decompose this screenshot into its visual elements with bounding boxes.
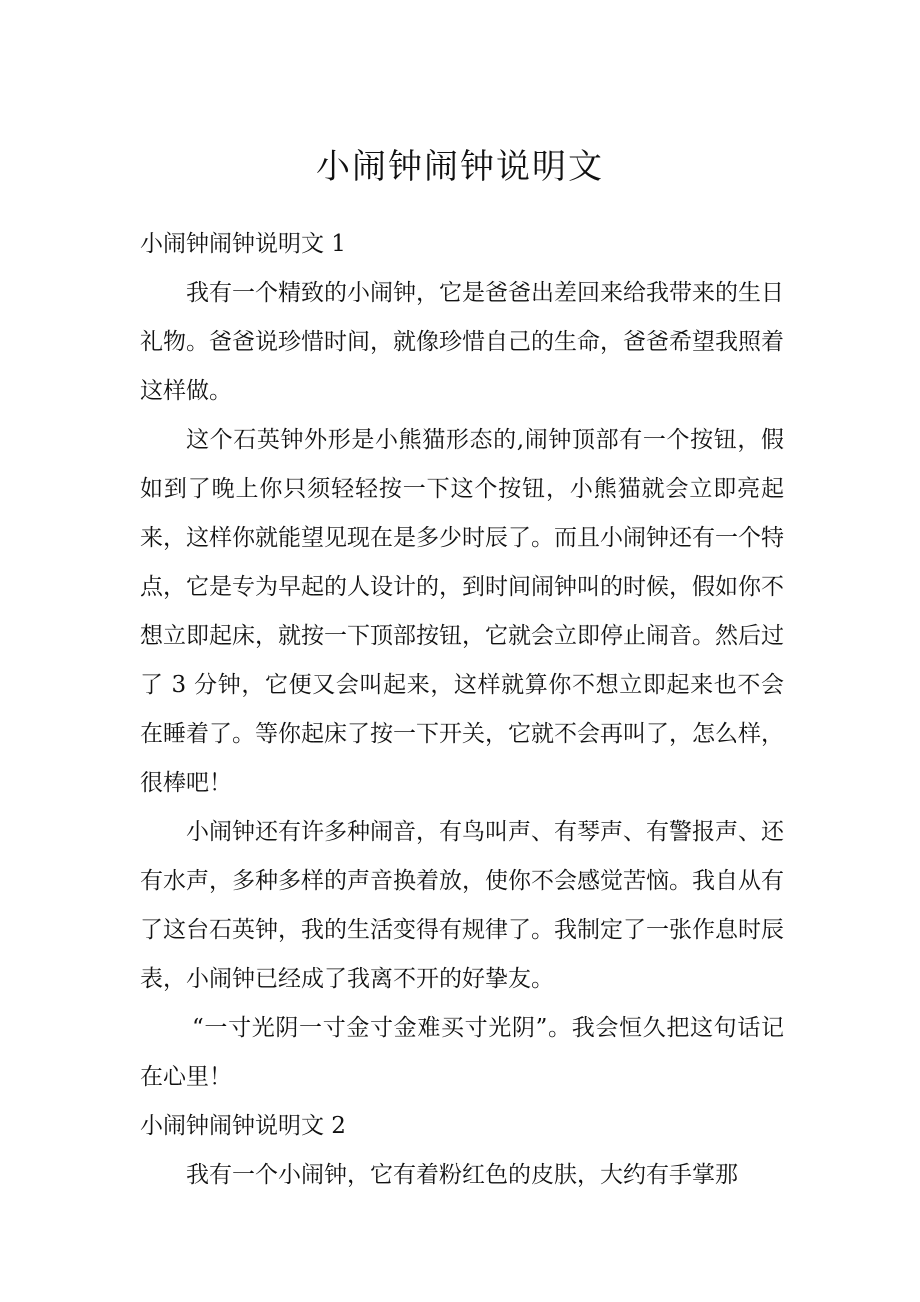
section-heading-1: 小闹钟闹钟说明文 1 — [140, 231, 346, 257]
paragraph: 小闹钟还有许多种闹音，有鸟叫声、有琴声、有警报声、还有水声，多种多样的声音换着放，使你不会感觉苦恼。我自从有了这台石英钟，我的生活变得有规律了。我制定了一张作息时辰表，小闹钟已经成了我离不开的好挚友。 — [140, 819, 784, 992]
paragraph: 我有一个精致的小闹钟，它是爸爸出差回来给我带来的生日礼物。爸爸说珍惜时间，就像珍惜自己的生命，爸爸希望我照着这样做。 — [140, 280, 784, 404]
section-heading-2: 小闹钟闹钟说明文 2 — [140, 1113, 346, 1139]
document-title: 小闹钟闹钟说明文 — [316, 147, 604, 187]
paragraph: 这个石英钟外形是小熊猫形态的,闹钟顶部有一个按钮，假如到了晚上你只须轻轻按一下这个按钮，小熊猫就会立即亮起来，这样你就能望见现在是多少时辰了。而且小闹钟还有一个特点，它是专为早起的人设计的，到时间闹钟叫的时候，假如你不想立即起床，就按一下顶部按钮，它就会立即停止闹音。然后过了 3 分钟，它便又会叫起来，这样就算你不想立即起来也不会在睡着了。等你起床了按一下开关，它就不会再叫了，怎么样，很棒吧！ — [140, 427, 784, 796]
document-body — [140, 220, 784, 1200]
quote-paragraph: “一寸光阴一寸金寸金难买寸光阴”。我会恒久把这句话记在心里！ — [140, 1015, 784, 1090]
paragraph: 我有一个小闹钟，它有着粉红色的皮肤，大约有手掌那 — [186, 1162, 738, 1188]
